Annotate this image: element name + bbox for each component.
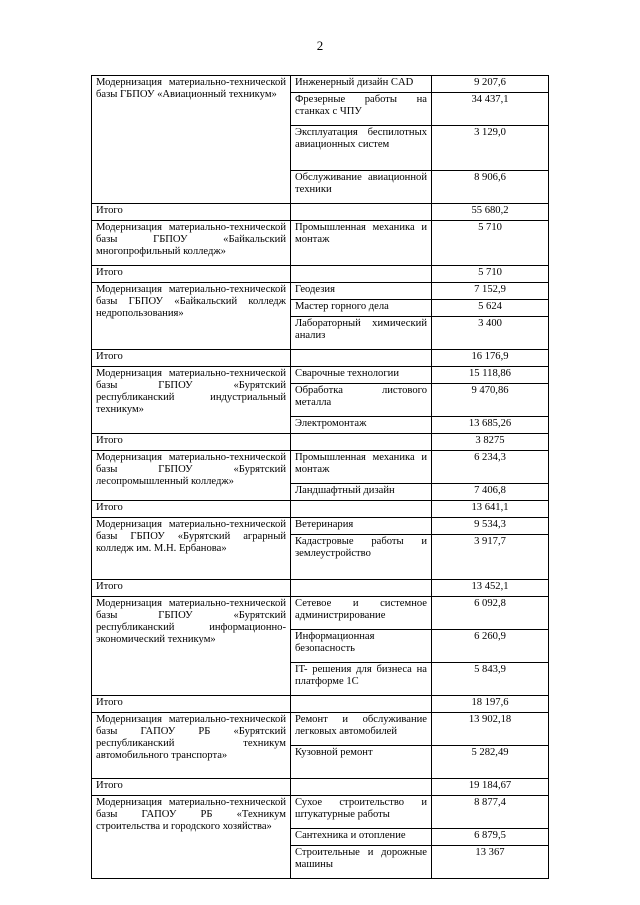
amount-cell: 6 879,5 [432, 829, 549, 846]
total-value: 13 641,1 [432, 501, 549, 518]
amount-cell: 3 400 [432, 317, 549, 350]
competency-cell: Лабораторный химический анализ [291, 317, 432, 350]
table-row [92, 796, 549, 829]
amount-cell: 6 092,8 [432, 597, 549, 630]
empty-cell [291, 779, 432, 796]
competency-cell: Инженерный дизайн CAD [291, 76, 432, 93]
project-name-cell: Модернизация материально-технической базы ГБПОУ «Байкальский многопрофильный колледж» [92, 221, 291, 266]
total-row [92, 501, 549, 518]
total-row [92, 779, 549, 796]
total-label: Итого [92, 350, 291, 367]
table-row [92, 367, 549, 384]
project-name-cell: Модернизация материально-технической базы ГБПОУ «Бурятский лесопромышленный колледж» [92, 451, 291, 501]
amount-cell: 15 118,86 [432, 367, 549, 384]
project-name-cell: Модернизация материально-технической базы ГБПОУ «Авиационный техникум» [92, 76, 291, 204]
competency-cell: Обработка листового металла [291, 384, 432, 417]
total-value: 55 680,2 [432, 204, 549, 221]
amount-cell: 7 406,8 [432, 484, 549, 501]
amount-cell: 5 624 [432, 300, 549, 317]
total-label: Итого [92, 779, 291, 796]
empty-cell [291, 350, 432, 367]
competency-cell: Промышленная механика и монтаж [291, 221, 432, 266]
empty-cell [291, 580, 432, 597]
total-label: Итого [92, 434, 291, 451]
table-row [92, 76, 549, 93]
total-row [92, 696, 549, 713]
project-name-cell: Модернизация материально-технической базы ГБПОУ «Бурятский аграрный колледж им. М.Н. Ербанова» [92, 518, 291, 580]
amount-cell: 6 234,3 [432, 451, 549, 484]
amount-cell: 9 534,3 [432, 518, 549, 535]
amount-cell: 8 906,6 [432, 171, 549, 204]
total-value: 3 8275 [432, 434, 549, 451]
amount-cell: 5 710 [432, 221, 549, 266]
total-label: Итого [92, 580, 291, 597]
funding-table-body [92, 76, 549, 879]
table-row [92, 713, 549, 746]
amount-cell: 3 917,7 [432, 535, 549, 580]
competency-cell: Геодезия [291, 283, 432, 300]
amount-cell: 5 282,49 [432, 746, 549, 779]
competency-cell: Сетевое и системное администрирование [291, 597, 432, 630]
project-name-cell: Модернизация материально-технической базы ГБПОУ «Бурятский республиканский индустриальный техникум» [92, 367, 291, 434]
competency-cell: Сварочные технологии [291, 367, 432, 384]
empty-cell [291, 266, 432, 283]
total-row [92, 204, 549, 221]
total-row [92, 434, 549, 451]
empty-cell [291, 501, 432, 518]
competency-cell: Ремонт и обслуживание легковых автомобилей [291, 713, 432, 746]
empty-cell [291, 696, 432, 713]
total-value: 16 176,9 [432, 350, 549, 367]
empty-cell [291, 204, 432, 221]
total-row [92, 580, 549, 597]
competency-cell: Электромонтаж [291, 417, 432, 434]
project-name-cell: Модернизация материально-технической базы ГБПОУ «Бурятский республиканский информационно-экономический техникум» [92, 597, 291, 696]
empty-cell [291, 434, 432, 451]
competency-cell: Сантехника и отопление [291, 829, 432, 846]
competency-cell: Строительные и дорожные машины [291, 846, 432, 879]
total-value: 5 710 [432, 266, 549, 283]
total-label: Итого [92, 501, 291, 518]
page-number: 2 [316, 38, 324, 53]
competency-cell: Обслуживание авиационной техники [291, 171, 432, 204]
table-row [92, 518, 549, 535]
total-value: 18 197,6 [432, 696, 549, 713]
funding-table [91, 75, 549, 879]
table-row [92, 451, 549, 484]
competency-cell: Сухое строительство и штукатурные работы [291, 796, 432, 829]
table-row [92, 221, 549, 266]
amount-cell: 13 902,18 [432, 713, 549, 746]
amount-cell: 34 437,1 [432, 93, 549, 126]
competency-cell: Промышленная механика и монтаж [291, 451, 432, 484]
project-name-cell: Модернизация материально-технической базы ГБПОУ «Байкальский колледж недропользования» [92, 283, 291, 350]
total-label: Итого [92, 204, 291, 221]
total-value: 19 184,67 [432, 779, 549, 796]
competency-cell: Ветеринария [291, 518, 432, 535]
competency-cell: Фрезерные работы на станках с ЧПУ [291, 93, 432, 126]
competency-cell: Эксплуатация беспилотных авиационных систем [291, 126, 432, 171]
project-name-cell: Модернизация материально-технической базы ГАПОУ РБ «Бурятский республиканский техникум автомобильного транспорта» [92, 713, 291, 779]
amount-cell: 7 152,9 [432, 283, 549, 300]
total-value: 13 452,1 [432, 580, 549, 597]
amount-cell: 6 260,9 [432, 630, 549, 663]
competency-cell: Кузовной ремонт [291, 746, 432, 779]
competency-cell: Мастер горного дела [291, 300, 432, 317]
total-row [92, 266, 549, 283]
amount-cell: 9 207,6 [432, 76, 549, 93]
competency-cell: Информационная безопасность [291, 630, 432, 663]
amount-cell: 3 129,0 [432, 126, 549, 171]
competency-cell: IT- решения для бизнеса на платформе 1С [291, 663, 432, 696]
table-row [92, 597, 549, 630]
project-name-cell: Модернизация материально-технической базы ГАПОУ РБ «Техникум строительства и городского хозяйства» [92, 796, 291, 879]
table-row [92, 283, 549, 300]
total-row [92, 350, 549, 367]
amount-cell: 8 877,4 [432, 796, 549, 829]
amount-cell: 13 367 [432, 846, 549, 879]
total-label: Итого [92, 696, 291, 713]
amount-cell: 5 843,9 [432, 663, 549, 696]
competency-cell: Кадастровые работы и землеустройство [291, 535, 432, 580]
competency-cell: Ландшафтный дизайн [291, 484, 432, 501]
amount-cell: 13 685,26 [432, 417, 549, 434]
total-label: Итого [92, 266, 291, 283]
amount-cell: 9 470,86 [432, 384, 549, 417]
